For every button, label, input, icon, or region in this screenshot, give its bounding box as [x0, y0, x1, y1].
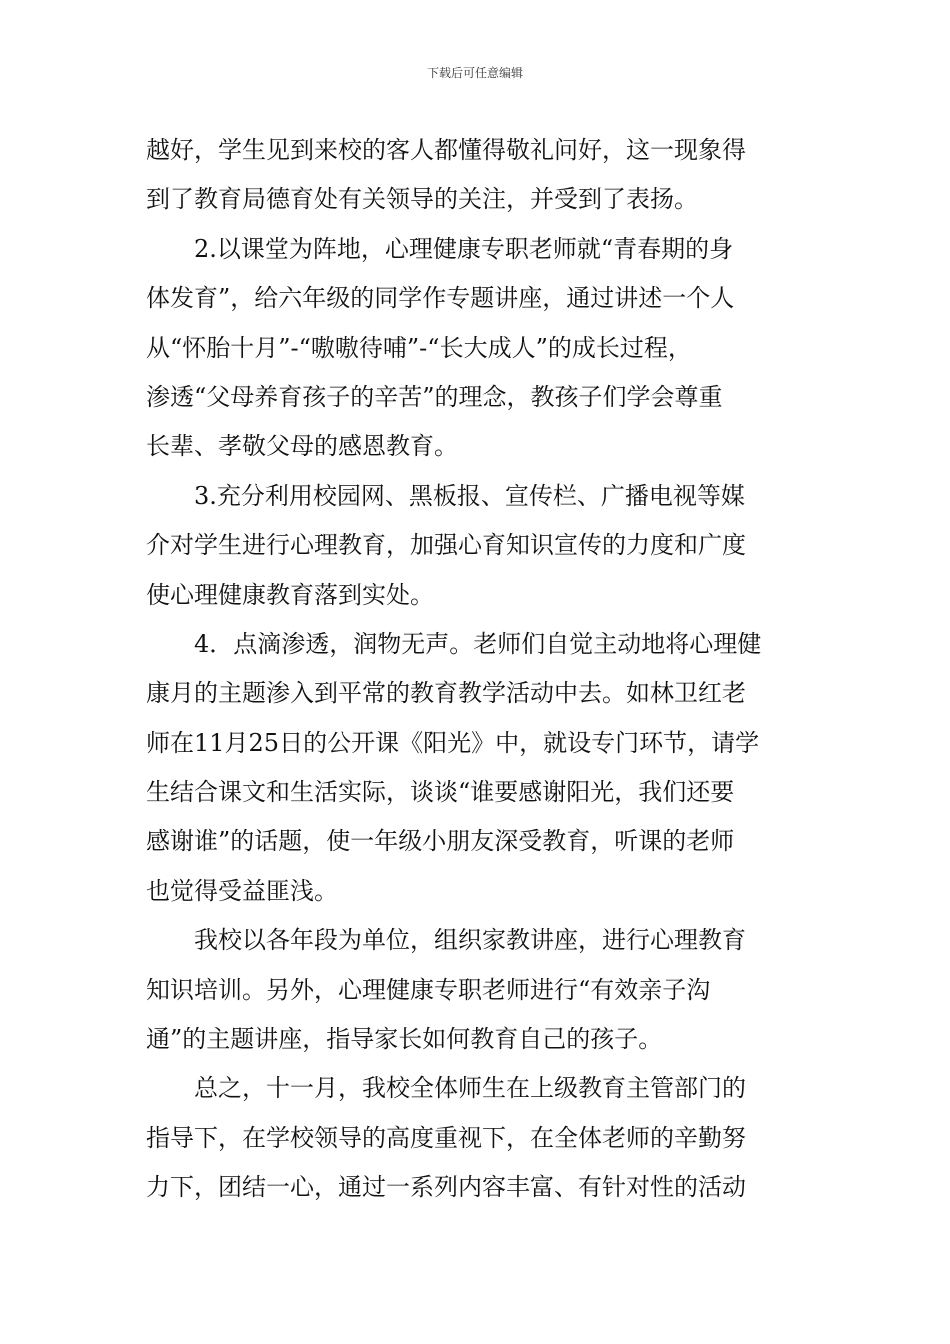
text-line: 力下，团结一心，通过一系列内容丰富、有针对性的活动	[146, 1173, 746, 1202]
document-body	[146, 126, 808, 1213]
text-line: 总之，十一月，我校全体师生在上级教育主管部门的	[194, 1074, 746, 1103]
text-line: 指导下，在学校领导的高度重视下，在全体老师的辛勤努	[146, 1123, 746, 1152]
text-line: 介对学生进行心理教育，加强心育知识宣传的力度和广度	[146, 531, 746, 560]
text-line: 长辈、孝敬父母的感恩教育。	[146, 432, 458, 461]
text-line: 从“怀胎十月”-“嗷嗷待哺”-“长大成人”的成长过程，	[146, 333, 692, 362]
text-line: 感谢谁”的话题，使一年级小朋友深受教育，听课的老师	[146, 827, 735, 856]
text-line: 我校以各年段为单位，组织家教讲座，进行心理教育	[194, 926, 746, 955]
text-line: 4．点滴渗透，润物无声。老师们自觉主动地将心理健	[194, 629, 762, 658]
page-header: 下载后可任意编辑	[426, 66, 523, 80]
text-line: 渗透“父母养育孩子的辛苦”的理念，教孩子们学会尊重	[146, 382, 723, 411]
text-line: 通”的主题讲座，指导家长如何教育自己的孩子。	[146, 1025, 663, 1054]
text-line: 师在11月25日的公开课《阳光》中，就设专门环节，请学	[146, 728, 760, 757]
text-line: 3.充分利用校园网、黑板报、宣传栏、广播电视等媒	[194, 481, 745, 510]
text-line: 生结合课文和生活实际，谈谈“谁要感谢阳光，我们还要	[146, 778, 735, 807]
text-line: 体发育”，给六年级的同学作专题讲座，通过讲述一个人	[146, 284, 735, 313]
text-line: 知识培训。另外，心理健康专职老师进行“有效亲子沟	[146, 975, 711, 1004]
text-line: 到了教育局德育处有关领导的关注，并受到了表扬。	[146, 185, 698, 214]
text-line: 越好，学生见到来校的客人都懂得敬礼问好，这一现象得	[146, 136, 746, 164]
text-line: 使心理健康教育落到实处。	[146, 580, 434, 609]
text-line: 也觉得受益匪浅。	[146, 876, 338, 905]
text-line: 康月的主题渗入到平常的教育教学活动中去。如林卫红老	[146, 679, 746, 708]
text-line: 2.以课堂为阵地，心理健康专职老师就“青春期的身	[194, 234, 734, 263]
